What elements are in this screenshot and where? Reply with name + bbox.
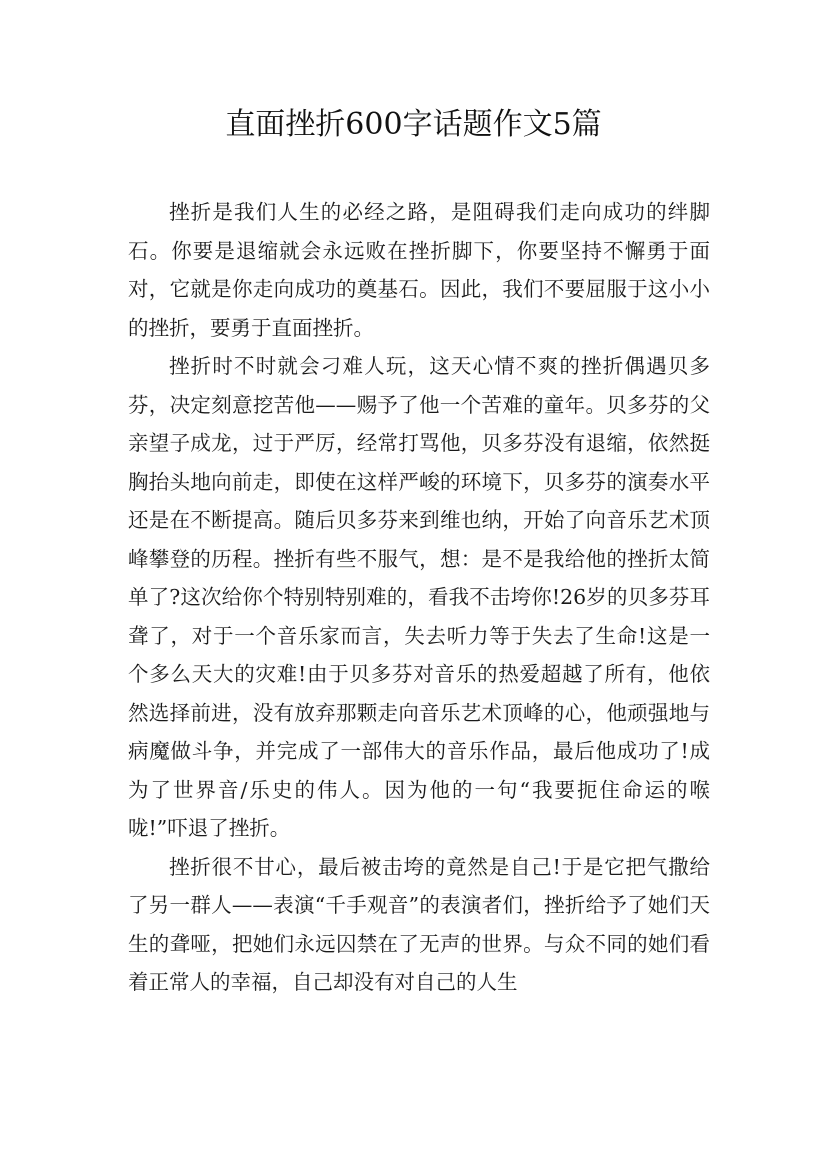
- paragraph-2: 挫折时不时就会刁难人玩，这天心情不爽的挫折偶遇贝多芬，决定刻意挖苦他——赐予了他一个苦难的童年。贝多芬的父亲望子成龙，过于严厉，经常打骂他，贝多芬没有退缩，依然挺胸抬头地向前走，即使在这样严峻的环境下，贝多芬的演奏水平还是在不断提高。随后贝多芬来到维也纳，开始了向音乐艺术顶峰攀登的历程。挫折有些不服气，想：是不是我给他的挫折太简单了?这次给你个特别特别难的，看我不击垮你!26岁的贝多芬耳聋了，对于一个音乐家而言，失去听力等于失去了生命!这是一个多么天大的灾难!由于贝多芬对音乐的热爱超越了所有，他依然选择前进，没有放弃那颗走向音乐艺术顶峰的心，他顽强地与病魔做斗争，并完成了一部伟大的音乐作品，最后他成功了!成为了世界音/乐史的伟人。因为他的一句“我要扼住命运的喉咙!”吓退了挫折。: [128, 354, 710, 840]
- paragraph-3: 挫折很不甘心，最后被击垮的竟然是自己!于是它把气撒给了另一群人——表演“千手观音”的表演者们，挫折给予了她们天生的聋哑，把她们永远囚禁在了无声的世界。与众不同的她们看着正常人的幸福，自己却没有对自己的人生: [128, 854, 710, 994]
- document-title: 直面挫折600字话题作文5篇: [225, 107, 602, 142]
- document-body: [128, 193, 710, 1002]
- paragraph-1: 挫折是我们人生的必经之路，是阻碍我们走向成功的绊脚石。你要是退缩就会永远败在挫折脚下，你要坚持不懈勇于面对，它就是你走向成功的奠基石。因此，我们不要屈服于这小小的挫折，要勇于直面挫折。: [128, 200, 710, 340]
